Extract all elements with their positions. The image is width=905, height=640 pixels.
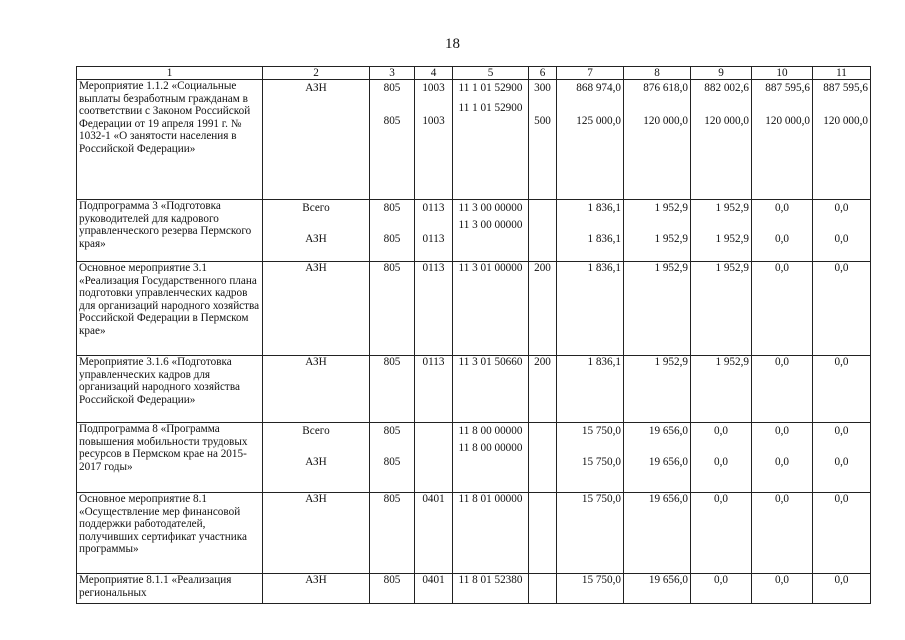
amount-cell: 19 656,0	[648, 455, 688, 468]
amount-cell: 0,0	[834, 455, 849, 468]
csr-code-cell: 11 3 01 50660	[453, 356, 529, 423]
amount-cell: 1 836,1	[557, 262, 624, 356]
section-cell: 0113	[422, 232, 445, 245]
executor-cell: АЗН	[263, 356, 370, 423]
amount-cell: 1 952,9	[715, 232, 749, 245]
section-cell: 0113	[415, 356, 453, 423]
header-cell: 2	[263, 67, 370, 80]
table-row	[77, 493, 871, 574]
amount-cell: 125 000,0	[576, 114, 621, 127]
amount-cell: 15 750,0	[581, 425, 621, 437]
amount-cell: 0,0	[775, 425, 789, 437]
amount-cell: 120 000,0	[643, 114, 688, 127]
section-cell: 0401	[415, 574, 453, 604]
executor-cell: АЗН	[263, 493, 370, 574]
amount-cell: 19 656,0	[648, 425, 688, 437]
amount-cell: 0,0	[714, 455, 728, 468]
executor-cell: Всего	[302, 425, 330, 437]
grbs-cell: 805	[383, 455, 401, 468]
header-cell: 7	[557, 67, 624, 80]
amount-cell: 0,0	[813, 262, 871, 356]
section-cell: 0113	[415, 262, 453, 356]
executor-cell: АЗН	[263, 262, 370, 356]
amount-cell: 0,0	[714, 425, 728, 437]
page-number: 18	[445, 36, 460, 52]
table-row	[77, 200, 871, 262]
amount-cell: 19 656,0	[624, 493, 691, 574]
grbs-cell: 805	[383, 232, 401, 245]
grbs-cell: 805	[370, 356, 415, 423]
amount-cell: 15 750,0	[581, 455, 621, 468]
table-row	[77, 80, 871, 200]
amount-cell: 1 952,9	[715, 202, 749, 214]
activity-name: Мероприятие 8.1.1 «Реализация региональных	[77, 574, 263, 604]
section-cell	[415, 423, 453, 493]
executor-cell: АЗН	[305, 82, 327, 94]
amount-cell: 1 836,1	[587, 232, 621, 245]
section-cell: 0113	[422, 202, 445, 214]
budget-table	[76, 66, 871, 604]
amount-cell: 120 000,0	[765, 114, 810, 127]
grbs-cell: 805	[383, 82, 401, 94]
amount-cell: 0,0	[752, 493, 813, 574]
amount-cell: 0,0	[834, 425, 849, 437]
header-cell: 1	[77, 67, 263, 80]
csr-code-cell: 11 8 00 00000	[458, 425, 523, 437]
grbs-cell: 805	[370, 262, 415, 356]
vr-code-cell	[529, 574, 557, 604]
vr-code-cell: 300	[534, 82, 551, 94]
vr-code-cell	[529, 423, 557, 493]
csr-code-cell: 11 3 00 00000	[458, 202, 523, 214]
amount-cell: 120 000,0	[823, 114, 868, 127]
amount-cell: 1 952,9	[691, 356, 752, 423]
amount-cell: 0,0	[775, 202, 789, 214]
csr-code-cell: 11 8 00 00000	[458, 441, 523, 454]
grbs-cell: 805	[383, 425, 401, 437]
csr-code-cell: 11 8 01 00000	[453, 493, 529, 574]
executor-cell	[265, 95, 367, 103]
vr-code-cell: 200	[529, 356, 557, 423]
amount-cell: 882 002,6	[704, 82, 749, 94]
csr-code-cell: 11 1 01 52900	[458, 82, 523, 94]
header-cell: 9	[691, 67, 752, 80]
csr-code-cell: 11 8 01 52380	[453, 574, 529, 604]
amount-cell: 0,0	[834, 232, 849, 245]
vr-code-cell	[531, 200, 554, 202]
amount-cell: 1 952,9	[624, 262, 691, 356]
amount-cell: 887 595,6	[823, 82, 868, 94]
section-cell: 0401	[415, 493, 453, 574]
amount-cell: 0,0	[691, 574, 752, 604]
amount-cell: 0,0	[691, 493, 752, 574]
grbs-cell: 805	[383, 114, 401, 127]
amount-cell: 1 836,1	[587, 202, 621, 214]
executor-cell: АЗН	[305, 232, 327, 245]
vr-code-cell	[529, 493, 557, 574]
amount-cell: 15 750,0	[557, 493, 624, 574]
amount-cell: 876 618,0	[643, 82, 688, 94]
executor-cell: Всего	[302, 202, 330, 214]
section-cell: 1003	[422, 82, 445, 94]
amount-cell: 868 974,0	[576, 82, 621, 94]
vr-code-cell: 500	[534, 114, 551, 127]
amount-cell: 0,0	[775, 455, 789, 468]
amount-cell: 19 656,0	[624, 574, 691, 604]
activity-name: Основное мероприятие 8.1 «Осуществление мер финансовой поддержки работодателей, получивших сертификат участника программы»	[77, 493, 263, 574]
amount-cell: 0,0	[752, 262, 813, 356]
grbs-cell: 805	[383, 202, 401, 214]
amount-cell: 1 952,9	[654, 202, 688, 214]
activity-name: Подпрограмма 8 «Программа повышения мобильности трудовых ресурсов в Пермском крае на 2015-2017 годы»	[77, 423, 263, 493]
executor-cell: АЗН	[263, 574, 370, 604]
amount-cell: 15 750,0	[557, 574, 624, 604]
header-cell: 4	[415, 67, 453, 80]
amount-cell: 0,0	[752, 574, 813, 604]
amount-cell: 1 952,9	[691, 262, 752, 356]
amount-cell: 120 000,0	[704, 114, 749, 127]
header-cell: 3	[370, 67, 415, 80]
amount-cell: 1 952,9	[624, 356, 691, 423]
activity-name: Подпрограмма 3 «Подготовка руководителей для кадрового управленческого резерва Пермского края»	[77, 200, 263, 262]
table-row	[77, 356, 871, 423]
executor-cell: АЗН	[305, 455, 327, 468]
grbs-cell: 805	[370, 574, 415, 604]
csr-code-cell: 11 3 00 00000	[458, 218, 523, 231]
table-row	[77, 423, 871, 493]
amount-cell: 887 595,6	[765, 82, 810, 94]
amount-cell: 0,0	[813, 574, 871, 604]
amount-cell: 1 952,9	[654, 232, 688, 245]
grbs-cell: 805	[370, 493, 415, 574]
header-cell: 5	[453, 67, 529, 80]
header-cell: 8	[624, 67, 691, 80]
section-cell: 1003	[422, 114, 445, 127]
table-row	[77, 574, 871, 604]
header-cell: 10	[752, 67, 813, 80]
amount-cell: 0,0	[834, 202, 849, 214]
amount-cell: 0,0	[752, 356, 813, 423]
csr-code-cell: 11 3 01 00000	[453, 262, 529, 356]
activity-name: Основное мероприятие 3.1 «Реализация Государственного плана подготовки управленческих кадров для организаций народного хозяйства Российской Федерации в Пермском крае»	[77, 262, 263, 356]
activity-name: Мероприятие 3.1.6 «Подготовка управленческих кадров для организаций народного хозяйства Российской Федерации»	[77, 356, 263, 423]
activity-name: Мероприятие 1.1.2 «Социальные выплаты безработным гражданам в соответствии с Законом Российской Федерации от 19 апреля 1991 г. № 1032-1 «О занятости населения в Российской Федерации»	[77, 80, 263, 200]
table-row	[77, 262, 871, 356]
amount-cell: 1 836,1	[557, 356, 624, 423]
column-number-header	[77, 67, 871, 80]
amount-cell: 0,0	[813, 356, 871, 423]
amount-cell: 0,0	[775, 232, 789, 245]
header-cell: 6	[529, 67, 557, 80]
header-cell: 11	[813, 67, 871, 80]
vr-code-cell: 200	[529, 262, 557, 356]
csr-code-cell: 11 1 01 52900	[458, 101, 523, 114]
amount-cell: 0,0	[813, 493, 871, 574]
